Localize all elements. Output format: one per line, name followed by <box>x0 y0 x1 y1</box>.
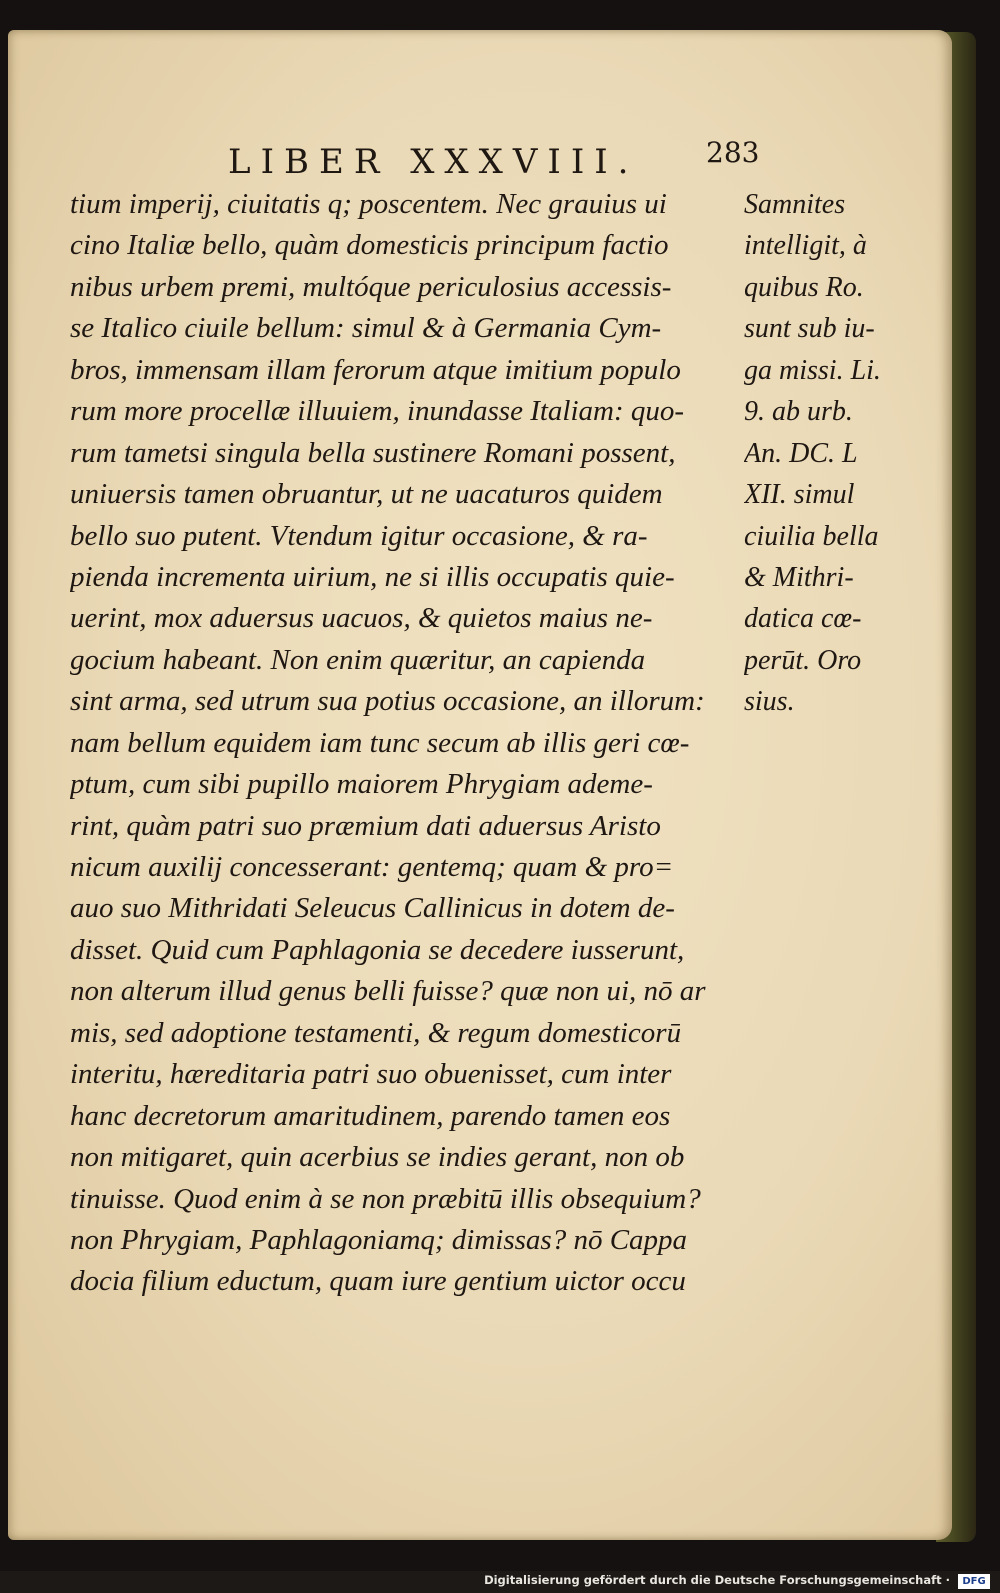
main-text-column <box>70 184 770 1303</box>
text-line: cino Italiæ bello, quàm domesticis principum factio <box>70 229 669 262</box>
text-line: rum more procellæ illuuiem, inundasse Italiam: quo- <box>70 395 685 428</box>
digitization-footer <box>0 1571 1000 1593</box>
margin-note-line: An. DC. L <box>744 437 858 469</box>
text-line: uerint, mox aduersus uacuos, & quietos maius ne- <box>70 602 653 635</box>
margin-note-line: ga missi. Li. <box>744 354 881 386</box>
text-line: nam bellum equidem iam tunc secum ab illis geri cœ- <box>70 726 690 759</box>
margin-note-line: 9. ab urb. <box>744 396 853 428</box>
margin-note-line: & Mithri- <box>744 561 854 593</box>
dfg-logo: DFG <box>958 1574 990 1589</box>
text-line: bello suo putent. Vtendum igitur occasione, & ra- <box>70 519 648 552</box>
text-line: mis, sed adoptione testamenti, & regum domesticorū <box>70 1016 682 1049</box>
marginal-note <box>744 184 919 723</box>
text-line: non Phrygiam, Paphlagoniamq; dimissas? nō Cappa <box>70 1223 688 1256</box>
funding-credit: Digitalisierung gefördert durch die Deutsche Forschungsgemeinschaft · <box>484 1573 950 1587</box>
text-line: gocium habeant. Non enim quæritur, an capienda <box>70 643 646 676</box>
text-line: se Italico ciuile bellum: simul & à Germania Cym- <box>70 312 662 345</box>
margin-note-line: ciuilia bella <box>744 520 879 552</box>
text-line: sint arma, sed utrum sua potius occasione, an illorum: <box>70 685 705 718</box>
text-line: ptum, cum sibi pupillo maiorem Phrygiam ademe- <box>70 768 653 801</box>
margin-note-line: perūt. Oro <box>744 644 862 676</box>
margin-note-line: sunt sub iu- <box>744 313 875 345</box>
text-line: nibus urbem premi, multóque periculosius accessis- <box>70 270 672 303</box>
page-header <box>0 120 1000 180</box>
text-line: tium imperij, ciuitatis q; poscentem. Nec grauius ui <box>70 188 667 220</box>
margin-note-line: intelligit, à <box>744 230 867 262</box>
margin-note-line: sius. <box>744 686 795 718</box>
text-line: non alterum illud genus belli fuisse? quæ non ui, nō ar <box>70 975 706 1008</box>
text-line: non mitigaret, quin acerbius se indies gerant, non ob <box>70 1141 685 1174</box>
text-line: pienda incrementa uirium, ne si illis occupatis quie- <box>70 560 675 593</box>
text-line: rint, quàm patri suo præmium dati aduersus Aristo <box>70 809 661 842</box>
text-line: nicum auxilij concesserant: gentemq; quam & pro= <box>70 851 674 883</box>
text-line: hanc decretorum amaritudinem, parendo tamen eos <box>70 1099 671 1132</box>
margin-note-line: Samnites <box>744 189 846 220</box>
text-line: docia filium eductum, quam iure gentium uictor occu <box>70 1265 686 1298</box>
margin-note-line: datica cœ- <box>744 603 862 635</box>
text-line: tinuisse. Quod enim à se non præbitū illis obsequium? <box>70 1182 701 1215</box>
text-line: auo suo Mithridati Seleucus Callinicus in dotem de- <box>70 892 675 925</box>
running-head: LIBER XXXVIII. <box>228 142 639 182</box>
text-line: uniuersis tamen obruantur, ut ne uacaturos quidem <box>70 478 663 511</box>
text-line: rum tametsi singula bella sustinere Romani possent, <box>70 436 676 469</box>
page-number: 283 <box>706 136 760 169</box>
text-line: disset. Quid cum Paphlagonia se decedere iusserunt, <box>70 933 685 966</box>
margin-note-line: XII. simul <box>744 479 855 511</box>
text-line: bros, immensam illam ferorum atque imitium populo <box>70 353 681 386</box>
margin-note-line: quibus Ro. <box>744 271 864 303</box>
text-line: interitu, hæreditaria patri suo obuenisset, cum inter <box>70 1058 672 1091</box>
